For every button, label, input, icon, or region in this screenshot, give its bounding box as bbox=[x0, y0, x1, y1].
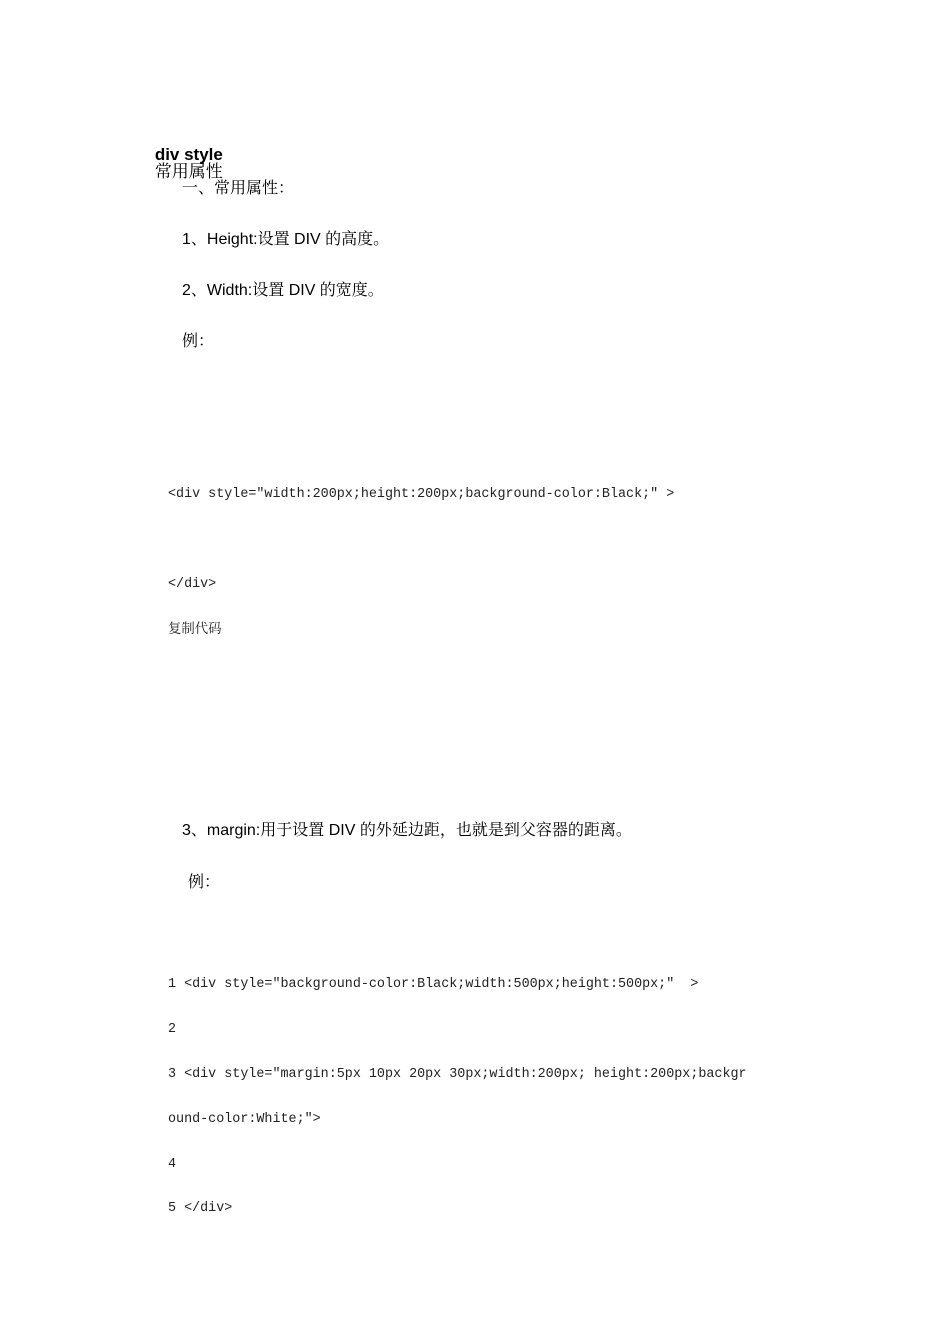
page-title-zh: 常用属性 bbox=[154, 162, 223, 182]
width-item: 2、Width:设置 DIV 的宽度。 bbox=[182, 282, 384, 299]
page-title bbox=[144, 129, 223, 181]
code-line: ound-color:White;"> bbox=[168, 1112, 321, 1127]
code-line: 5 </div> bbox=[168, 1201, 233, 1216]
code-line: 3 <div style="margin:5px 10px 20px 30px;width:200px; height:200px;backgr bbox=[168, 1067, 747, 1082]
margin-item: 3、margin:用于设置 DIV 的外延边距，也就是到父容器的距离。 bbox=[182, 822, 632, 839]
code-line: 1 <div style="background-color:Black;width:500px;height:500px;" > bbox=[168, 977, 699, 992]
page-title-en: div style bbox=[154, 145, 223, 164]
copy-code-link[interactable]: 复制代码 bbox=[168, 622, 222, 637]
height-item: 1、Height:设置 DIV 的高度。 bbox=[182, 231, 390, 248]
example-label-2: 例： bbox=[188, 874, 221, 891]
example-label-1: 例： bbox=[182, 333, 215, 350]
section-heading: 一、常用属性： bbox=[182, 180, 295, 197]
code-line: 4 bbox=[168, 1157, 177, 1172]
code-line: <div style="width:200px;height:200px;background-color:Black;" > bbox=[168, 487, 675, 502]
code-line: </div> bbox=[168, 577, 217, 592]
code-line: 2 bbox=[168, 1022, 177, 1037]
